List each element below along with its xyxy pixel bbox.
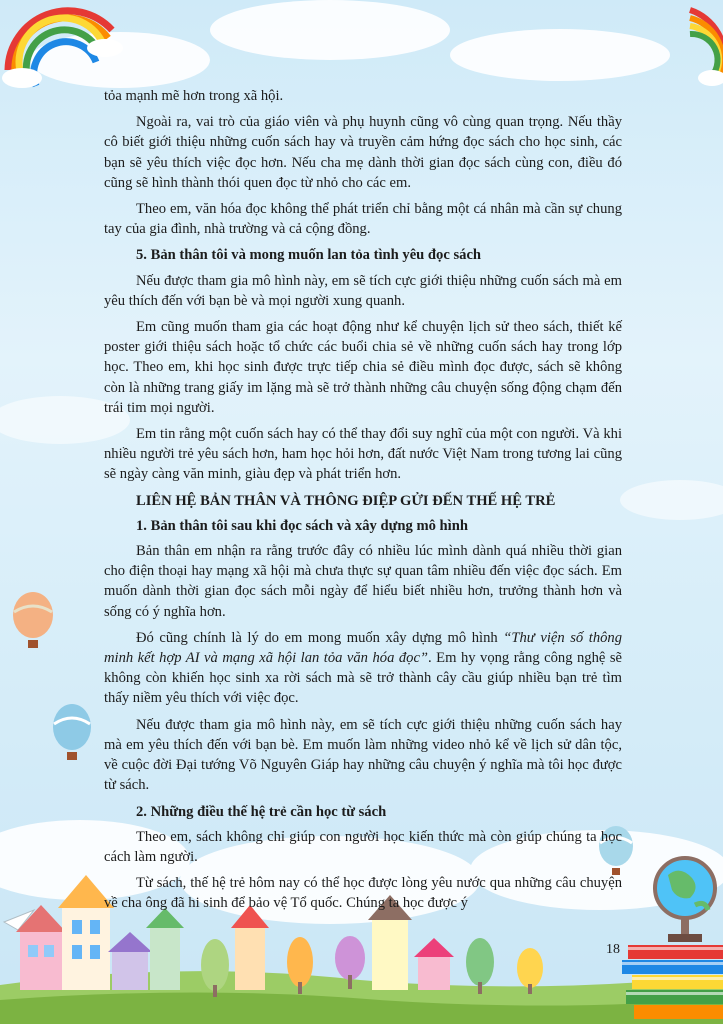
body-paragraph: tỏa mạnh mẽ hơn trong xã hội. xyxy=(104,88,284,104)
page-number: 18 xyxy=(606,942,620,957)
document-body xyxy=(104,86,622,920)
chapter-heading: LIÊN HỆ BẢN THÂN VÀ THÔNG ĐIỆP GỬI ĐẾN THẾ HỆ TRẺ xyxy=(136,492,556,509)
section-heading: 2. Những điều thế hệ trẻ cần học từ sách xyxy=(136,803,387,820)
paragraph-text: Đó cũng chính là lý do em mong muốn xây dựng mô hình xyxy=(136,629,504,646)
body-paragraph: Ngoài ra, vai trò của giáo viên và phụ huynh cũng vô cùng quan trọng. Nếu thầy cô biết giới thiệu những cuốn sách hay và truyền cảm hứng đọc sách cho học sinh, các bạn sẽ yêu thích việc đọc hơn. Nếu cha mẹ dành thời gian đọc sách cùng con, điều đó cũng sẽ hình thành thói quen đọc từ nhỏ cho các em. xyxy=(104,114,622,191)
rainbow-right-icon xyxy=(690,10,723,76)
body-paragraph: Theo em, sách không chỉ giúp con người học kiến thức mà còn giúp chúng ta học cách làm người. xyxy=(104,828,622,865)
hot-air-balloon-icon xyxy=(13,592,53,648)
body-paragraph: Theo em, văn hóa đọc không thể phát triển chỉ bằng một cá nhân mà cần sự chung tay của gia đình, nhà trường và cả cộng đồng. xyxy=(104,201,622,238)
body-paragraph xyxy=(104,628,622,709)
body-paragraph: Bản thân em nhận ra rằng trước đây có nhiều lúc mình dành quá nhiều thời gian cho điện thoại hay mạng xã hội mà chưa thực sự quan tâm nhiều đến việc đọc sách. Em muốn dành thời gian đọc sách mỗi ngày để hiểu biết nhiều hơn, trưởng thành hơn và sống có ý nghĩa hơn. xyxy=(104,543,622,620)
paragraph-text: . Em hy vọng rằng công nghệ sẽ không còn khiến học sinh xa rời sách mà sẽ trở thành cây cầu giúp nhiều bạn trẻ tìm thấy niềm yêu thích với việc đọc. xyxy=(104,650,622,707)
hot-air-balloon-icon xyxy=(53,704,91,760)
body-paragraph: Nếu được tham gia mô hình này, em sẽ tích cực giới thiệu những cuốn sách mà em yêu thích đến với bạn bè và mọi người xung quanh. xyxy=(104,272,622,309)
body-paragraph: Từ sách, thế hệ trẻ hôm nay có thể học được lòng yêu nước qua những câu chuyện về cha ông đã hi sinh để bảo vệ Tổ quốc. Chúng ta học được ý xyxy=(104,875,622,912)
section-heading: 5. Bản thân tôi và mong muốn lan tỏa tình yêu đọc sách xyxy=(136,247,482,264)
model-title-italic: “Thư viện số thông minh kết hợp AI và mạng xã hội lan tỏa văn hóa đọc” xyxy=(104,629,623,667)
body-paragraph: Nếu được tham gia mô hình này, em sẽ tích cực giới thiệu những cuốn sách hay mà em yêu thích đến với bạn bè. Em muốn làm những video nhỏ kể về lịch sử dân tộc, về cuộc đời Đại tướng Võ Nguyên Giáp hay những câu chuyện ý nghĩa mà tôi học được từ sách. xyxy=(104,716,622,794)
body-paragraph: Em tin rằng một cuốn sách hay có thể thay đổi suy nghĩ của một con người. Và khi nhiều người trẻ yêu sách hơn, ham học hỏi hơn, đất nước Việt Nam trong tương lai cũng sẽ ngày càng văn minh, giàu đẹp và phát triển hơn. xyxy=(104,426,622,483)
section-heading: 1. Bản thân tôi sau khi đọc sách và xây dựng mô hình xyxy=(136,517,468,534)
body-paragraph: Em cũng muốn tham gia các hoạt động như kể chuyện lịch sử theo sách, thiết kế poster giới thiệu sách hoặc tổ chức các buổi chia sẻ về những cuốn sách hay trong lớp học. Theo em, khi học sinh được trực tiếp chia sẻ điều mình đọc được, sách sẽ không còn là những trang giấy im lặng mà sẽ trở thành những câu chuyện sống động chạm đến trái tim mọi người. xyxy=(104,319,622,416)
